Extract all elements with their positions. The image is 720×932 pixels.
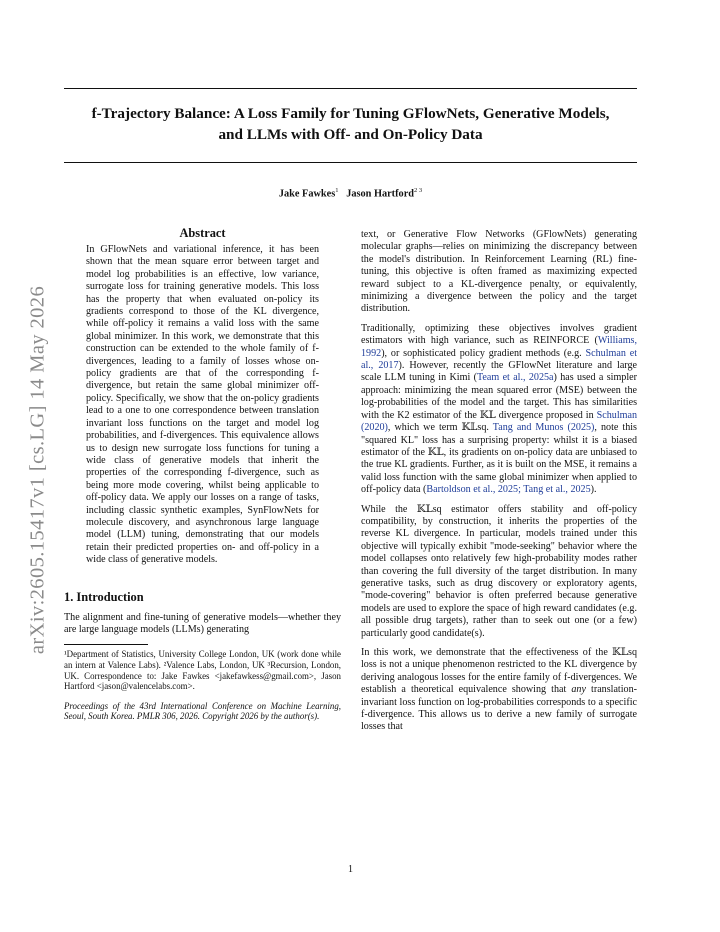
- citation-link[interactable]: Tang and Munos (2025): [492, 422, 595, 434]
- title-top-rule: [64, 88, 637, 89]
- author-name: Jake Fawkes: [278, 188, 336, 200]
- author-list: [64, 187, 637, 199]
- author-affiliation-mark: 2 3: [414, 187, 423, 194]
- left-column: [64, 226, 341, 731]
- intro-paragraph: Traditionally, optimizing these objectives involves gradient estimators with high variance, such as REINFORCE (Williams, 1992), or sophisticated policy gradient methods (e.g. Schulman et al., 2017). However, recently the GFlowNet literature and large scale LLM tuning in Kimi (Team et al., 2025a) has used a simpler approach: minimizing the mean squared error (MSE) between the log-probabilities of the model and the target. This has similarities with the K2 estimator of the 𝕂𝕃 divergence proposed in Schulman (2020), which we term 𝕂𝕃sq. Tang and Munos (2025), note this "squared KL" loss has a surprising property: whilst it is a biased estimator of the 𝕂𝕃, its gradients on on-policy data are unbiased to the true KL gradients. Further, as it is built on the MSE, it remains a valid loss function with the same global minimizer when applied to off-policy data (Bartoldson et al., 2025; Tang et al., 2025).: [361, 322, 638, 496]
- title-bottom-rule: [64, 162, 637, 163]
- affiliation-footnote: ¹Department of Statistics, University College London, UK (work done while an intern at Valence Labs). ²Valence Labs, London, UK ³Recursion, London, UK. Correspondence to: Jake Fawkes <jakefawkess@gmail.com>, Jason Hartford <jason@valencelabs.com>.: [64, 649, 341, 692]
- intro-paragraph: In this work, we demonstrate that the effectiveness of the 𝕂𝕃sq loss is not a unique phenomenon restricted to the KL divergence by deriving analogous losses for the entire family of f-divergences. We establish a theoretical equivalence showing that any translation-invariant loss function on log-probabilities corresponds to a specific f-divergence. This allows us to derive a new family of surrogate losses that: [361, 647, 637, 733]
- author-affiliation-mark: 1: [335, 187, 339, 194]
- right-column: [361, 229, 637, 741]
- page-number: 1: [348, 864, 353, 875]
- arxiv-identifier: arXiv:2605.15417v1 [cs.LG] 14 May 2026: [26, 285, 49, 655]
- proceedings-note: Proceedings of the 43rd International Conference on Machine Learning, Seoul, South Korea. PMLR 306, 2026. Copyright 2026 by the author(s).: [64, 700, 341, 722]
- citation-link[interactable]: Schulman et al., 2017: [361, 347, 637, 372]
- title-line-2: and LLMs with Off- and On-Policy Data: [218, 126, 483, 143]
- intro-paragraph: text, or Generative Flow Networks (GFlowNets) generating molecular graphs—relies on minimizing the discrepancy between the model's distribution. In Reinforcement Learning (RL) fine-tuning, this objective is often framed as maximizing expected reward subject to a KL-divergence penalty, or equivalently, minimizing a divergence between the policy and the target distribution.: [361, 229, 637, 315]
- citation-link[interactable]: Team et al., 2025a: [476, 372, 554, 384]
- section-heading: 1. Introduction: [64, 589, 144, 604]
- paper-title: [64, 103, 637, 145]
- citation-link[interactable]: Schulman (2020): [361, 409, 637, 434]
- intro-paragraph: While the 𝕂𝕃sq estimator offers stability and off-policy compatibility, by construction, it inherits the properties of the reverse KL divergence. In particular, models trained under this objective will typically exhibit "mode-seeking" behavior where the model collapses onto relatively few high-probability modes rather than covering the full diversity of the target distribution. In many generative tasks, such as drug discovery or exploratory agents, "mode-covering" behavior is often preferred because generative models are used to explore the space of high reward candidates (e.g. all possible drug targets), rather than to seek out one (or a few) particularly good candidate(s).: [361, 503, 637, 639]
- abstract-text: In GFlowNets and variational inference, it has been shown that the mean square error between target and model log probabilities is an effective, low variance, surrogate loss for training generative models. This loss has the property that when evaluated on-policy its gradients correspond to those of the KL divergence, while off-policy it remains a valid loss with the same global minimizer. In this work, we demonstrate that this construction can be extended to the whole family of f-divergences, leading to a family of losses whose on-policy gradients are that of the corresponding f-divergence, but retain the same global minimizer off-policy. Specifically, we show that the on-policy gradients lead to a one to one correspondence between translation invariant loss functions on the target and model log probabilities, and f-divergences. This equivalence allows us to design new surrogate loss functions for tuning a wide class of generative models that inherit the properties of the corresponding f-divergence, such as being more mode covering, whilst being applicable to off-policy data. We apply our losses on a range of tasks, including classic synthetic examples, SynFlowNets for molecule discovery, and asynchronous large language model (LLM) tuning, demonstrating that our models retain their predicted properties on- and off-policy in a wide class of generative models.: [86, 244, 319, 566]
- intro-paragraph: The alignment and fine-tuning of generative models—whether they are large language models (LLMs) generating: [64, 611, 341, 635]
- citation-link[interactable]: Williams, 1992: [361, 335, 637, 359]
- title-line-1: f-Trajectory Balance: A Loss Family for Tuning GFlowNets, Generative Models,: [91, 105, 610, 122]
- footnote-rule: [64, 644, 148, 645]
- abstract-heading: Abstract: [179, 226, 226, 240]
- citation-link[interactable]: Bartoldson et al., 2025; Tang et al., 2025: [426, 484, 591, 496]
- author-name: Jason Hartford: [346, 188, 414, 200]
